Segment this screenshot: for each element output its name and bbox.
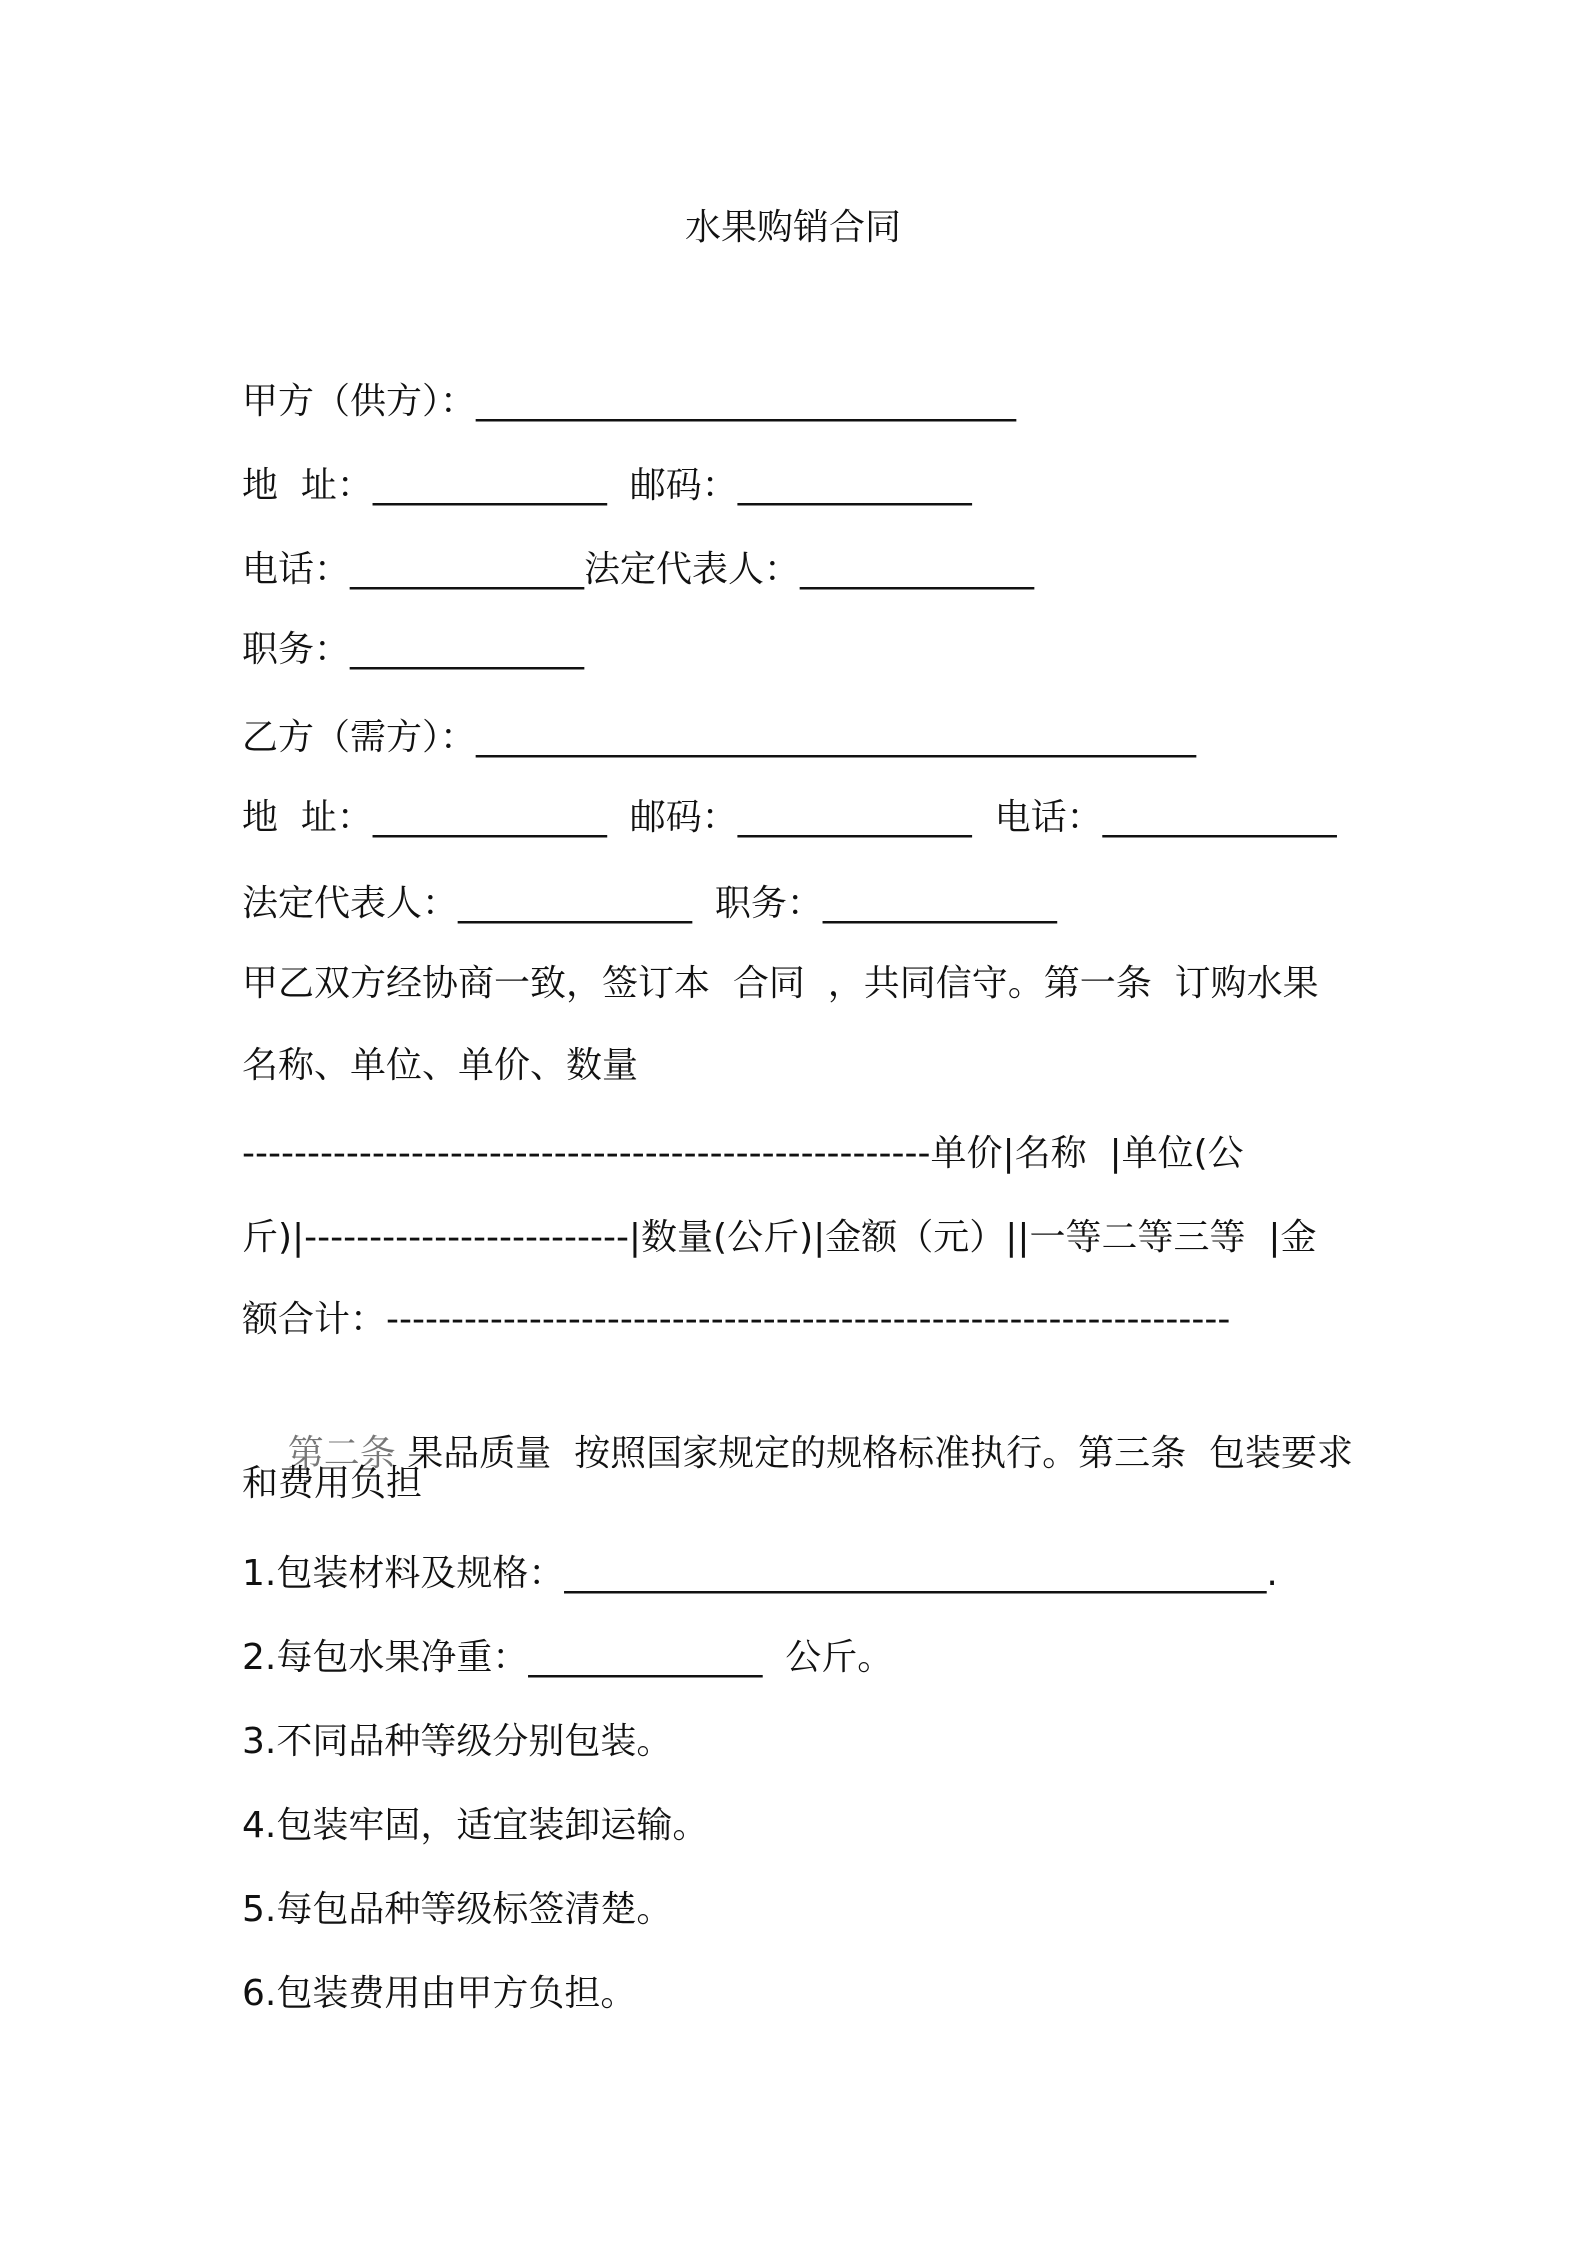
party-a-address-line: 地 址：_____________ 邮码：_____________ (242, 465, 972, 506)
table-text-line3: 额合计：----------------------------------------------------------------- (242, 1299, 1231, 1340)
party-b-line: 乙方（需方）：________________________________________ (242, 717, 1197, 758)
packaging-item-6: 6.包装费用由甲方负担。 (242, 1973, 637, 2014)
article-two-line (242, 1370, 1353, 1538)
article-two-label: 第二条 (287, 1433, 396, 1474)
party-a-phone-line: 电话：_____________法定代表人：_____________ (242, 549, 1035, 590)
packaging-item-5: 5.每包品种等级标签清楚。 (242, 1889, 673, 1930)
packaging-item-2: 2.每包水果净重：_____________ 公斤。 (242, 1637, 894, 1678)
table-text-line1: -----------------------------------------------------单价|名称 |单位(公 (242, 1133, 1244, 1174)
article-two-text: 果品质量 按照国家规定的规格标准执行。第三条 包装要求 (395, 1433, 1354, 1474)
party-b-address-line: 地 址：_____________ 邮码：_____________ 电话：_____________ (242, 797, 1337, 838)
party-a-position-line: 职务：_____________ (242, 629, 585, 670)
party-b-rep-line: 法定代表人：_____________ 职务：_____________ (242, 883, 1057, 924)
agreement-paragraph-line2: 名称、单位、单价、数量 (242, 1045, 639, 1086)
document-title: 水果购销合同 (684, 207, 901, 248)
article-three-continuation: 和费用负担 (242, 1463, 423, 1504)
agreement-paragraph-line1: 甲乙双方经协商一致，签订本 合同 ，共同信守。第一条 订购水果 (242, 963, 1319, 1004)
party-a-line: 甲方（供方）：______________________________ (242, 381, 1017, 422)
packaging-item-4: 4.包装牢固，适宜装卸运输。 (242, 1805, 709, 1846)
table-text-line2: 斤)|-------------------------|数量(公斤)|金额（元）||一等二等三等 |金 (242, 1217, 1317, 1258)
packaging-item-1: 1.包装材料及规格：_______________________________________. (242, 1553, 1278, 1594)
packaging-item-3: 3.不同品种等级分别包装。 (242, 1721, 673, 1762)
